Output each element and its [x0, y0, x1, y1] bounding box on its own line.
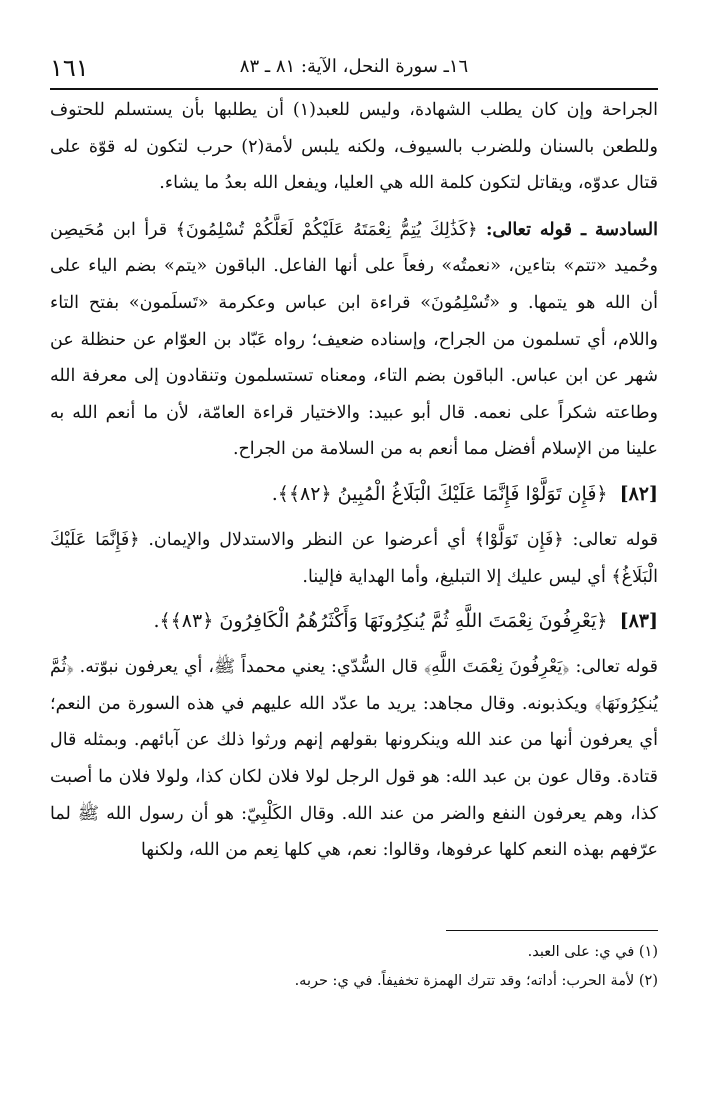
section-lead: السادسة ـ قوله تعالى: — [485, 219, 658, 240]
paragraph-3: قوله تعالى: ﴿فَإِن تَوَلَّوْا﴾ أي أعرضوا عن النظر والاستدلال والإيمان. ﴿فَإِنَّمَا عَلَيْكَ الْبَلَاغُ﴾ أي ليس عليك إلا التبليغ، وأما الهداية فإلينا. — [50, 529, 658, 587]
verse-82-text: ﴿فَإِن تَوَلَّوْا فَإِنَّمَا عَلَيْكَ الْبَلَاغُ الْمُبِينُ ﴿٨٢﴾﴾. — [271, 482, 608, 505]
page-header — [50, 50, 658, 90]
paragraph-2 — [50, 212, 658, 468]
paragraph-1: الجراحة وإن كان يطلب الشهادة، وليس للعبد(١) أن يطلبها بأن يستسلم للحتوف وللطعن بالسنان وللضرب بالسيوف، ولكنه يلبس لأمة(٢) حرب لتكون له قوّة على قتال عدوّه، ويقاتل لتكون كلمة الله هي العليا، ويفعل الله بعدُ ما يشاء. — [50, 100, 658, 194]
verse-83-text: ﴿يَعْرِفُونَ نِعْمَتَ اللَّهِ ثُمَّ يُنكِرُونَهَا وَأَكْثَرُهُمُ الْكَافِرُونَ ﴿٨٣﴾﴾. — [153, 610, 608, 633]
footnotes — [50, 930, 658, 996]
page-body — [50, 92, 658, 869]
verse-82 — [50, 472, 658, 516]
footnote-divider — [446, 930, 658, 931]
running-title: ١٦ـ سورة النحل، الآية: ٨١ ـ ٨٣ — [239, 56, 469, 77]
footnote-1: (١) في ي: على العبد. — [527, 944, 658, 960]
paragraph-2-text: ﴿كَذَٰلِكَ يُتِمُّ نِعْمَتَهُ عَلَيْكُمْ لَعَلَّكُمْ تُسْلِمُونَ﴾ قرأ ابن مُحَيصِن وحُميد «تتم» بتاءين، «نعمتُه» رفعاً على أنها الفاعل. الباقون «يتم» بضم الياء على أن الله هو يتمها. و «تُسْلِمُونَ» قراءة ابن عباس وعكرمة «تَسلَمون» بفتح التاء واللام، أي تسلمون من الجراح، وإسناده ضعيف؛ رواه عَبّاد بن العوّام عن حنظلة عن شهر عن ابن عباس. الباقون بضم التاء، ومعناه تستسلمون وتنقادون إلى معرفة الله وطاعته شكراً على نعمه. قال أبو عبيد: والاختيار قراءة العامّة، لأن ما أنعم الله به علينا من الإسلام أفضل مما أنعم به من السلامة من الجراح. — [50, 219, 658, 460]
footnote-2: (٢) لأمة الحرب: أداته؛ وقد تترك الهمزة تخفيفاً. في ي: حربه. — [294, 973, 658, 989]
verse-83 — [50, 599, 658, 643]
verse-82-number: [٨٢] — [619, 482, 658, 505]
verse-83-number: [٨٣] — [619, 610, 658, 633]
page-number: ١٦١ — [50, 54, 89, 82]
paragraph-4: قوله تعالى: ﴿يَعْرِفُونَ نِعْمَتَ اللَّهِ﴾ قال السُّدّي: يعني محمداً ﷺ، أي يعرفون نبوّته. ﴿ثُمَّ يُنكِرُونَهَا﴾ ويكذبونه. وقال مجاهد: يريد ما عدّد الله عليهم في هذه السورة من النعم؛ أي يعرفون أنها من عند الله وينكرونها بقولهم إنهم ورثوا ذلك عن آبائهم. وبمثله قال قتادة. وقال عون بن عبد الله: هو قول الرجل لولا فلان لكان كذا، ولولا فلان ما أصبت كذا، وهم يعرفون النفع والضر من عند الله. وقال الكَلْبِيّ: هو أن رسول الله ﷺ لما عرّفهم بهذه النعم كلها عرفوها، وقالوا: نعم، هي كلها نِعم من الله، ولكنها — [50, 657, 658, 861]
